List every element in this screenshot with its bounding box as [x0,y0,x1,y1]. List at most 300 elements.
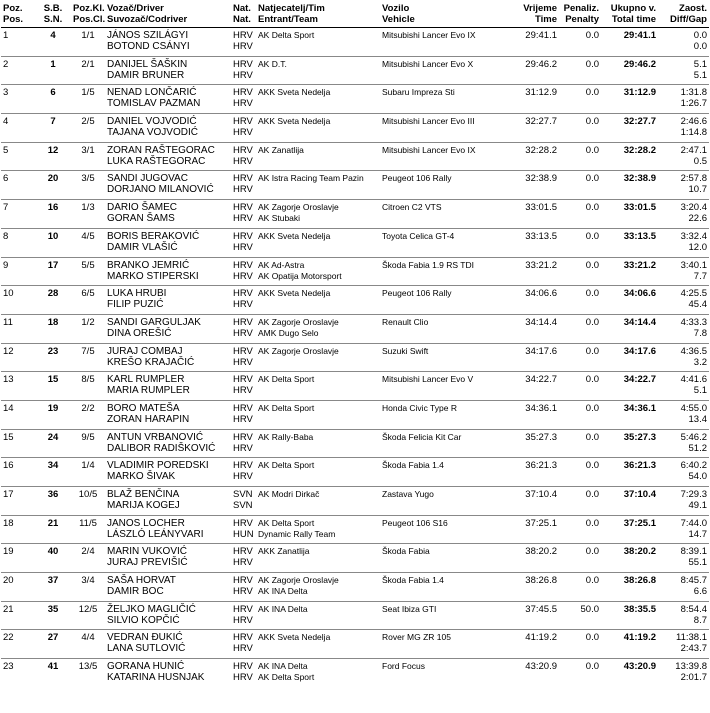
penalty-cell [559,458,601,487]
class-position-cell [71,544,105,573]
pos-text: 3 [3,87,9,99]
vehicle-cell [380,487,509,516]
time-cell [509,630,559,659]
codriver-name: DORJANO MILANOVIĆ [107,184,214,196]
start-number-cell [35,343,71,372]
nat-text: HRV [233,116,253,128]
pen-text: 0.0 [585,116,599,128]
total-time-cell [601,343,658,372]
team-text: AK Delta Sport [258,30,315,40]
pos-text: 16 [3,460,14,472]
nat-text: HRV [233,41,253,52]
time-text: 29:46.2 [525,58,557,70]
header-driver: Vozač/Driver Suvozač/Codriver [107,3,188,25]
class-position-cell [71,28,105,57]
driver-name: JANOS LOCHER [107,517,185,529]
nat-text: HRV [233,575,253,587]
start-number-cell [35,85,71,114]
crew-cell [105,515,231,544]
driver-name: ZORAN RAŠTEGORAC [107,144,215,156]
vehicle-cell [380,200,509,229]
nationality-cell [231,630,256,659]
total-time-cell [601,314,658,343]
driver-name: SANDI GARGULJAK [107,316,201,328]
diff-to-leader: 2:46.6 [680,116,707,128]
driver-name: JURAJ COMBAJ [107,345,183,357]
total-time-cell [601,142,658,171]
gap-cell [658,573,709,602]
time-cell [509,659,559,688]
car-text: Zastava Yugo [382,489,434,499]
time-text: 41:19.2 [525,632,557,644]
gap-to-previous: 49.1 [688,500,707,511]
gap-cell [658,142,709,171]
diff-to-leader: 7:29.3 [680,489,707,500]
team-cell [256,630,380,659]
team-text [258,127,378,138]
sn-text: 19 [47,402,59,414]
sn-text: 41 [47,661,59,673]
pen-text: 0.0 [585,259,599,271]
total-time-cell [601,515,658,544]
total-text: 38:26.8 [623,575,656,587]
total-time-cell [601,171,658,200]
vehicle-cell [380,257,509,286]
gap-to-previous: 2:43.7 [680,643,707,655]
total-time-cell [601,85,658,114]
team-cell [256,659,380,688]
pos-text: 10 [3,288,14,300]
total-text: 32:38.9 [623,173,656,185]
driver-name: DANIEL VOJVODIĆ [107,116,197,128]
time-text: 33:01.5 [525,202,557,214]
gap-cell [658,85,709,114]
nat-text: SVN [233,500,253,511]
class-position-cell [71,343,105,372]
gap-to-previous: 1:26.7 [680,98,707,110]
vehicle-cell [380,544,509,573]
header-time: Vrijeme Time [523,3,557,25]
team-cell [256,429,380,458]
total-time-cell [601,28,658,57]
time-cell [509,372,559,401]
car-text: Peugeot 106 S16 [382,517,448,528]
cl-text: 4/4 [81,632,95,644]
start-number-cell [35,515,71,544]
nat-text: HRV [233,58,253,70]
team-text [258,41,378,52]
nationality-cell [231,171,256,200]
car-text: Citroen C2 VTS [382,202,442,213]
crew-cell [105,142,231,171]
start-number-cell [35,56,71,85]
team-cell [256,257,380,286]
position-cell [1,286,35,315]
nationality-cell [231,228,256,257]
table-row [1,400,709,429]
table-row [1,56,709,85]
team-text: AK Zagorje Oroslavje [258,575,339,586]
team-text: AK Zagorje Oroslavje [258,202,339,213]
team-cell [256,601,380,630]
position-cell [1,487,35,516]
crew-cell [105,659,231,688]
crew-cell [105,400,231,429]
total-time-cell [601,429,658,458]
team-text [258,557,378,568]
team-cell [256,372,380,401]
car-text: Peugeot 106 Rally [382,173,452,184]
driver-name: NENAD LONČARIĆ [107,87,197,99]
pos-text: 6 [3,173,9,185]
crew-cell [105,228,231,257]
car-text: Subaru Impreza Sti [382,87,455,98]
codriver-name: SILVIO KOPČIĆ [107,614,180,626]
driver-name: KARL RUMPLER [107,374,185,386]
nat-text: HRV [233,557,253,569]
table-row [1,142,709,171]
team-text [258,156,378,167]
class-position-cell [71,515,105,544]
team-text [258,471,378,482]
time-cell [509,56,559,85]
nat-text: HRV [233,460,253,472]
vehicle-cell [380,85,509,114]
gap-cell [658,56,709,85]
class-position-cell [71,458,105,487]
position-cell [1,573,35,602]
total-text: 32:27.7 [623,116,656,128]
cl-text: 13/5 [78,661,98,673]
codriver-name: ZORAN HARAPIN [107,413,190,425]
header-pos: Poz. Pos. [3,3,24,25]
time-cell [509,314,559,343]
nationality-cell [231,142,256,171]
time-cell [509,400,559,429]
start-number-cell [35,400,71,429]
pos-text: 14 [3,402,14,414]
total-text: 38:20.2 [623,546,656,558]
vehicle-cell [380,400,509,429]
gap-cell [658,458,709,487]
sn-text: 36 [47,489,59,500]
nat-text: HRV [233,345,253,357]
team-cell [256,228,380,257]
nat-text: HRV [233,259,253,271]
penalty-cell [559,28,601,57]
sn-text: 12 [47,144,59,156]
team-text [258,385,378,396]
nat-text: HRV [233,517,253,529]
time-cell [509,200,559,229]
vehicle-cell [380,142,509,171]
table-row [1,630,709,659]
driver-name: JÁNOS SZILÁGYI [107,30,189,41]
diff-to-leader: 2:57.8 [680,173,707,185]
nat-text: HRV [233,202,253,214]
table-row [1,286,709,315]
team-text: AK D.T. [258,58,287,69]
team-text: AK Zagorje Oroslavje [258,316,339,327]
codriver-name: DAMIR BRUNER [107,69,185,81]
cl-text: 2/4 [81,546,95,558]
gap-cell [658,200,709,229]
gap-to-previous: 8.7 [693,614,707,626]
cl-text: 2/1 [81,58,95,70]
penalty-cell [559,56,601,85]
nat-text: HRV [233,87,253,99]
diff-to-leader: 4:36.5 [680,345,707,357]
time-text: 38:20.2 [525,546,557,558]
penalty-cell [559,659,601,688]
team-text: AKK Sveta Nedelja [258,116,331,127]
header-penalty: Penaliz. Penalty [563,3,599,25]
codriver-name: KATARINA HUSNJAK [107,672,205,684]
total-time-cell [601,372,658,401]
crew-cell [105,601,231,630]
time-text: 32:27.7 [525,116,557,128]
car-text: Honda Civic Type R [382,402,457,413]
diff-to-leader: 5.1 [693,58,707,70]
pos-text: 11 [3,316,13,328]
nat-text: HRV [233,213,253,225]
position-cell [1,515,35,544]
total-text: 34:36.1 [623,402,656,414]
diff-to-leader: 4:41.6 [680,374,707,386]
nat-text: HRV [233,299,253,311]
team-text: AK Delta Sport [258,402,315,413]
diff-to-leader: 8:39.1 [680,546,707,558]
gap-to-previous: 14.7 [688,528,707,540]
nat-text: HRV [233,184,253,196]
table-row [1,200,709,229]
penalty-cell [559,286,601,315]
nationality-cell [231,659,256,688]
class-position-cell [71,429,105,458]
penalty-cell [559,573,601,602]
team-text: AK Ad-Astra [258,259,305,270]
penalty-cell [559,314,601,343]
total-text: 41:19.2 [623,632,656,644]
team-text: AKK Sveta Nedelja [258,288,331,299]
table-row [1,487,709,516]
penalty-cell [559,429,601,458]
team-text: AK Delta Sport [258,517,315,528]
class-position-cell [71,142,105,171]
total-time-cell [601,659,658,688]
team-text [258,184,378,195]
position-cell [1,314,35,343]
driver-name: ŽELJKO MAGLIČIĆ [107,603,196,615]
pen-text: 0.0 [585,489,599,500]
total-time-cell [601,487,658,516]
diff-to-leader: 1:31.8 [680,87,707,99]
nat-text: HRV [233,327,253,339]
gap-cell [658,286,709,315]
nationality-cell [231,257,256,286]
time-text: 36:21.3 [525,460,557,472]
pen-text: 0.0 [585,575,599,587]
diff-to-leader: 4:33.3 [680,316,707,328]
codriver-name: TOMISLAV PAZMAN [107,98,201,110]
table-row [1,85,709,114]
time-text: 35:27.3 [525,431,557,443]
pen-text: 0.0 [585,402,599,414]
gap-to-previous: 2:01.7 [680,672,707,684]
diff-to-leader: 3:20.4 [680,202,707,214]
start-number-cell [35,286,71,315]
total-text: 43:20.9 [623,661,656,673]
vehicle-cell [380,573,509,602]
driver-name: DARIO ŠAMEC [107,202,178,214]
penalty-cell [559,372,601,401]
sn-text: 27 [47,632,59,644]
position-cell [1,601,35,630]
nat-text: HRV [233,288,253,300]
sn-text: 17 [47,259,59,271]
total-time-cell [601,458,658,487]
driver-name: BORIS BERAKOVIĆ [107,230,200,242]
car-text: Mitsubishi Lancer Evo X [382,58,474,69]
gap-cell [658,515,709,544]
time-cell [509,85,559,114]
car-text: Seat Ibiza GTI [382,603,437,614]
penalty-cell [559,630,601,659]
gap-cell [658,487,709,516]
driver-name: MARIN VUKOVIĆ [107,546,188,558]
cl-text: 4/5 [81,230,95,242]
team-cell [256,544,380,573]
penalty-cell [559,171,601,200]
crew-cell [105,314,231,343]
diff-to-leader: 6:40.2 [680,460,707,472]
team-text [258,500,378,511]
class-position-cell [71,630,105,659]
start-number-cell [35,114,71,143]
codriver-name: DAMIR VLAŠIĆ [107,241,178,253]
time-cell [509,228,559,257]
nationality-cell [231,458,256,487]
gap-cell [658,228,709,257]
nat-text: HRV [233,155,253,167]
total-text: 31:12.9 [623,87,656,99]
vehicle-cell [380,515,509,544]
cl-text: 10/5 [78,489,98,500]
nationality-cell [231,114,256,143]
table-row [1,314,709,343]
total-text: 34:22.7 [623,374,656,386]
cl-text: 5/5 [81,259,95,271]
position-cell [1,400,35,429]
car-text: Škoda Fabia [382,546,430,557]
gap-to-previous: 51.2 [688,442,707,454]
pen-text: 0.0 [585,431,599,443]
driver-name: LUKA HRUBI [107,288,167,300]
sn-text: 15 [47,374,59,386]
header-start-number: S.B. S.N. [43,3,63,25]
vehicle-cell [380,286,509,315]
pen-text: 0.0 [585,661,599,673]
position-cell [1,343,35,372]
gap-cell [658,372,709,401]
class-position-cell [71,114,105,143]
class-position-cell [71,228,105,257]
driver-name: BRANKO JEMRIĆ [107,259,190,271]
team-cell [256,286,380,315]
nat-text: SVN [233,489,253,500]
pos-text: 8 [3,230,9,242]
gap-cell [658,28,709,57]
crew-cell [105,200,231,229]
pen-text: 0.0 [585,460,599,472]
cl-text: 9/5 [81,431,95,443]
cl-text: 3/5 [81,173,95,185]
class-position-cell [71,85,105,114]
cl-text: 2/5 [81,116,95,128]
nationality-cell [231,28,256,57]
driver-name: SAŠA HORVAT [107,575,176,587]
pos-text: 2 [3,58,9,70]
gap-cell [658,659,709,688]
total-text: 33:13.5 [623,230,656,242]
start-number-cell [35,458,71,487]
table-row [1,343,709,372]
driver-name: VLADIMIR POREDSKI [107,460,209,472]
nationality-cell [231,343,256,372]
pen-text: 50.0 [580,603,599,615]
table-row [1,458,709,487]
pen-text: 0.0 [585,546,599,558]
sn-text: 34 [47,460,59,472]
codriver-name: MARKO ŠIVAK [107,471,176,483]
nat-text: HRV [233,413,253,425]
nat-text: HRV [233,402,253,414]
position-cell [1,200,35,229]
sn-text: 18 [47,316,59,328]
sn-text: 37 [47,575,59,587]
team-text: Dynamic Rally Team [258,528,336,539]
codriver-name: DAMIR BOC [107,586,164,598]
team-cell [256,458,380,487]
team-cell [256,85,380,114]
position-cell [1,257,35,286]
nat-text: HRV [233,241,253,253]
pen-text: 0.0 [585,374,599,386]
team-text [258,414,378,425]
car-text: Renault Clio [382,316,429,327]
start-number-cell [35,142,71,171]
car-text: Ford Focus [382,661,425,672]
total-text: 32:28.2 [623,144,656,156]
crew-cell [105,458,231,487]
start-number-cell [35,601,71,630]
position-cell [1,114,35,143]
time-cell [509,114,559,143]
pen-text: 0.0 [585,230,599,242]
sn-text: 6 [50,87,56,99]
total-text: 37:10.4 [623,489,656,500]
diff-to-leader: 2:47.1 [680,144,707,156]
sn-text: 21 [47,517,59,529]
crew-cell [105,114,231,143]
pen-text: 0.0 [585,202,599,214]
sn-text: 4 [50,30,56,41]
team-text: AKK Sveta Nedelja [258,632,331,643]
position-cell [1,544,35,573]
diff-to-leader: 0.0 [693,30,707,41]
pos-text: 12 [3,345,14,357]
pos-text: 18 [3,517,14,529]
